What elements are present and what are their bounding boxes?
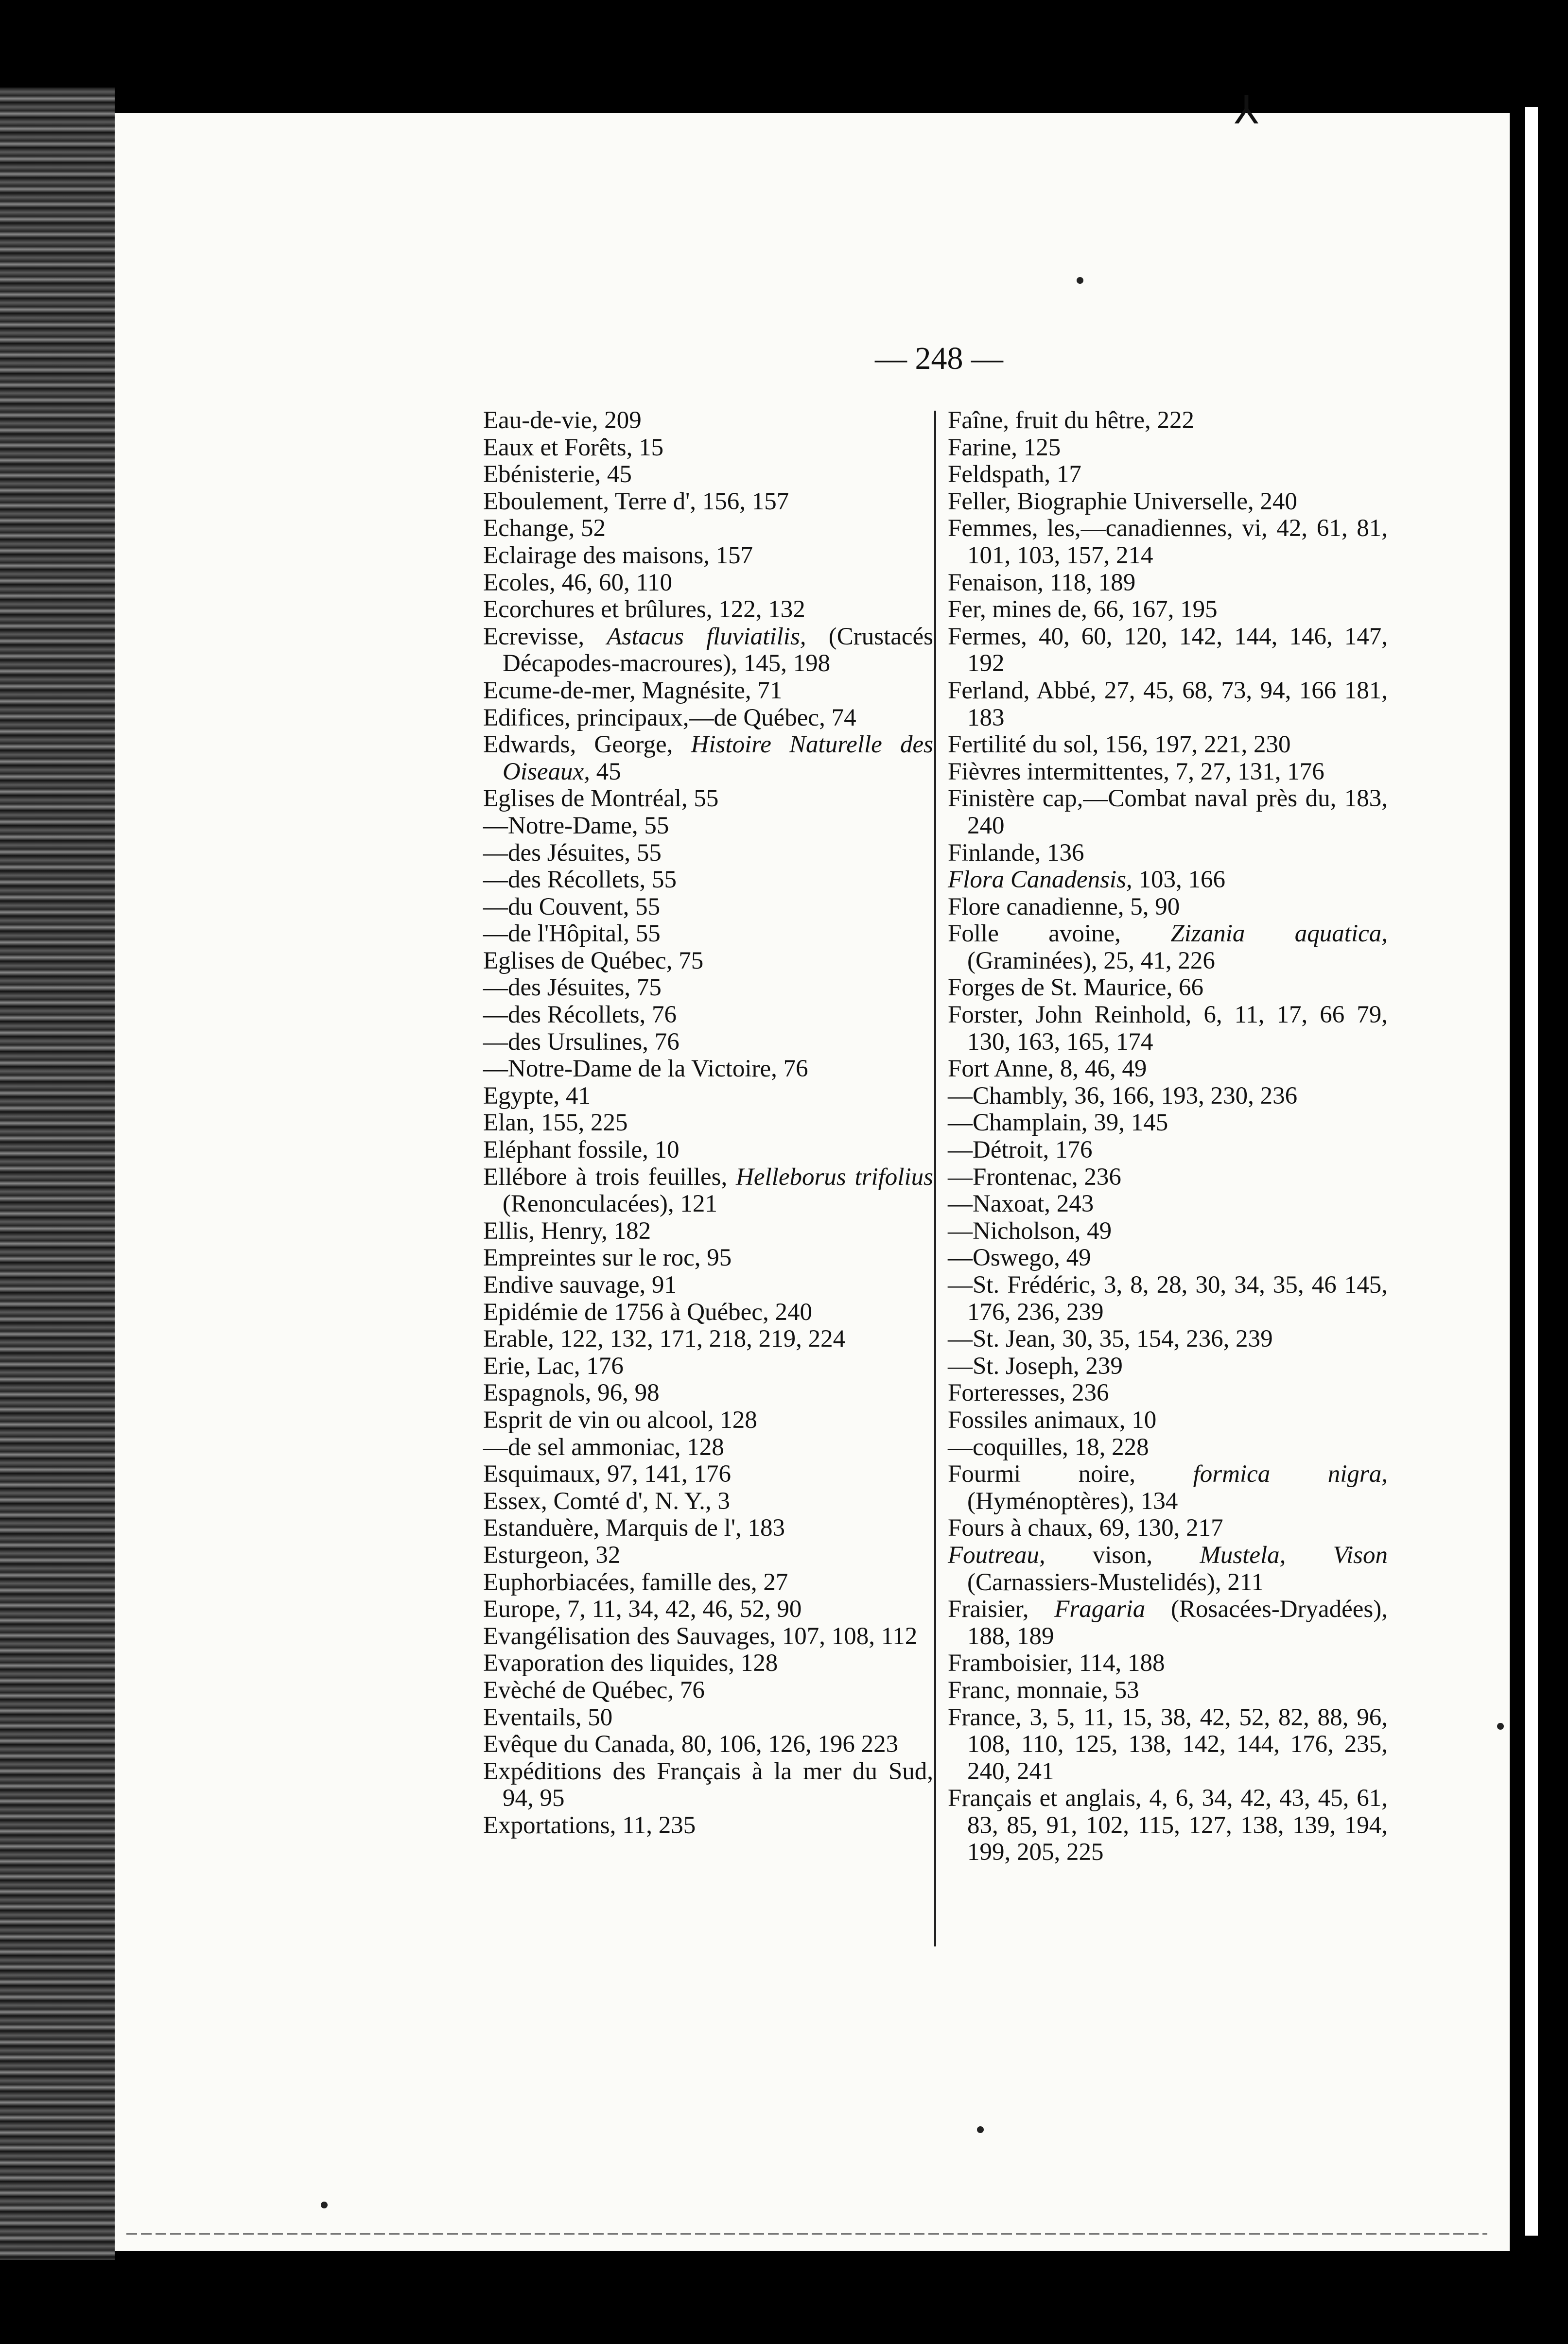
index-entry [483,434,933,462]
index-entry-italic: formica nigra, [1193,1460,1388,1488]
index-entry-text: Ecume-de-mer, Magnésite, 71 [483,677,783,704]
index-entry-text: —Oswego, 49 [948,1244,1091,1272]
index-entry-text: Eglises de Québec, 75 [483,947,704,974]
index-entry [483,1299,933,1326]
index-right-column [948,407,1388,1866]
index-entry-text: Endive sauvage, 91 [483,1271,677,1299]
index-entry-text: —Notre-Dame, 55 [483,812,669,839]
index-entry-text: —Notre-Dame de la Victoire, 76 [483,1055,808,1083]
index-entry-text: Echange, 52 [483,515,606,542]
index-entry [948,677,1388,731]
index-entry [948,434,1388,462]
index-entry [483,515,933,542]
index-entry-text: Espagnols, 96, 98 [483,1379,660,1407]
index-entry [483,1812,933,1840]
index-entry [483,840,933,867]
index-entry-text: Femmes, les,—canadiennes, vi, 42, 61, 81, 101, 103, 157, 214 [948,515,1388,569]
index-entry-italic: Flora Canadensis, [948,866,1132,894]
index-entry-text: —St. Jean, 30, 35, 154, 236, 239 [948,1325,1273,1353]
index-entry [948,1245,1388,1272]
corner-mark: ⅄ [1235,89,1258,132]
index-entry [483,894,933,921]
ink-speck [321,2202,328,2208]
index-entry [483,948,933,975]
index-entry-text: Folle avoine, [948,920,1171,948]
index-entry-text: (Renonculacées), 121 [503,1190,717,1218]
index-entry-text: —des Jésuites, 55 [483,839,662,867]
index-entry [948,1596,1388,1650]
index-entry-text: Français et anglais, 4, 6, 34, 42, 43, 45, 61, 83, 85, 91, 102, 115, 127, 138, 139, 194, 199, 205, 225 [948,1785,1388,1866]
index-entry-italic: Foutreau, [948,1541,1045,1569]
index-entry-text: Fenaison, 118, 189 [948,569,1136,596]
index-entry-text: Evangélisation des Sauvages, 107, 108, 112 [483,1622,918,1650]
index-entry-text: Fer, mines de, 66, 167, 195 [948,596,1218,624]
index-entry-text: —Nicholson, 49 [948,1217,1112,1245]
index-entry-text: Fours à chaux, 69, 130, 217 [948,1514,1223,1542]
index-entry-text: Fraisier, [948,1596,1055,1623]
index-entry [948,488,1388,516]
index-entry [948,731,1388,759]
page-number: — 248 — [875,341,1003,376]
index-entry [948,1407,1388,1434]
index-entry [948,974,1388,1002]
index-entry [948,515,1388,569]
index-entry-text: Eglises de Montréal, 55 [483,785,719,813]
index-entry [948,759,1388,786]
index-entry [483,1002,933,1029]
index-entry [483,1704,933,1732]
index-entry [948,570,1388,597]
ink-speck [977,2126,984,2133]
index-entry [948,894,1388,921]
index-entry-italic: Astacus fluviatilis, [607,623,806,650]
index-entry-text: 103, 166 [1132,866,1225,894]
index-entry [948,1164,1388,1191]
index-entry [948,407,1388,434]
index-entry [948,1353,1388,1380]
index-entry-text: —Frontenac, 236 [948,1163,1121,1191]
index-entry-text: Fermes, 40, 60, 120, 142, 144, 146, 147, 192 [948,623,1388,677]
index-entry-text: Fièvres intermittentes, 7, 27, 131, 176 [948,758,1324,785]
index-entry-text: —des Récollets, 76 [483,1001,677,1029]
index-entry-text: Forteresses, 236 [948,1379,1109,1407]
index-left-column [483,407,933,1839]
index-entry-text: Ecrevisse, [483,623,607,650]
index-entry-text: Ferland, Abbé, 27, 45, 68, 73, 94, 166 181, 183 [948,677,1388,731]
index-entry [483,1488,933,1515]
index-entry [483,542,933,570]
index-entry [483,624,933,677]
index-entry-text: Exportations, 11, 235 [483,1811,696,1839]
index-entry [483,731,933,785]
index-entry-text: (Rosacées-Dryadées), 188, 189 [967,1596,1388,1650]
index-entry-text: Franc, monnaie, 53 [948,1676,1139,1704]
index-entry [948,785,1388,839]
index-entry [948,624,1388,677]
index-entry-text: —de sel ammoniac, 128 [483,1433,724,1461]
index-entry-text: (Graminées), 25, 41, 226 [967,947,1215,974]
scan-edge [1525,107,1538,2236]
index-entry [483,785,933,813]
index-entry [948,1380,1388,1407]
index-entry-text: Estanduère, Marquis de l', 183 [483,1514,785,1542]
index-entry-text: Eboulement, Terre d', 156, 157 [483,487,789,515]
index-entry [483,1326,933,1353]
index-entry-text: Feldspath, 17 [948,461,1081,488]
index-entry [948,1056,1388,1083]
index-entry [483,488,933,516]
index-entry [948,1677,1388,1704]
index-entry-text: Erable, 122, 132, 171, 218, 219, 224 [483,1325,846,1353]
index-entry [948,1650,1388,1677]
index-entry-italic: Zizania aquatica, [1170,920,1388,948]
index-entry [948,1515,1388,1542]
index-entry [948,1191,1388,1218]
index-entry-text: Eau-de-vie, 209 [483,407,642,434]
index-entry-text: —Détroit, 176 [948,1136,1093,1164]
index-entry-text: —Naxoat, 243 [948,1190,1094,1218]
index-entry-text: Eaux et Forêts, 15 [483,434,664,461]
index-entry [483,920,933,948]
index-entry [483,1407,933,1434]
index-entry-text: Esquimaux, 97, 141, 176 [483,1460,731,1488]
index-entry [948,461,1388,488]
index-entry-text: 45 [590,758,621,785]
index-entry-text: Fourmi noire, [948,1460,1193,1488]
index-entry [483,1758,933,1812]
index-entry [483,1056,933,1083]
index-entry [483,1353,933,1380]
index-entry [948,1542,1388,1596]
column-divider [934,411,936,1946]
index-entry [483,1461,933,1488]
index-entry-text: Europe, 7, 11, 34, 42, 46, 52, 90 [483,1596,802,1623]
index-entry [483,1650,933,1677]
index-entry-text: —des Jésuites, 75 [483,974,662,1002]
index-entry-text: —St. Joseph, 239 [948,1352,1123,1380]
index-entry-text: Elan, 155, 225 [483,1109,628,1137]
ink-speck [1077,277,1083,284]
index-entry-text: Feller, Biographie Universelle, 240 [948,487,1297,515]
index-entry-text: —de l'Hôpital, 55 [483,920,661,948]
index-entry [483,1245,933,1272]
index-entry [483,1596,933,1623]
index-entry-text: Framboisier, 114, 188 [948,1649,1165,1677]
index-entry-text: (Hyménoptères), 134 [967,1487,1178,1515]
index-entry [483,1110,933,1137]
index-entry-text: Finlande, 136 [948,839,1084,867]
index-entry [483,867,933,894]
index-entry [483,1380,933,1407]
index-entry [483,813,933,840]
index-entry-text: Euphorbiacées, famille des, 27 [483,1568,788,1596]
index-entry-text: —des Récollets, 55 [483,866,677,894]
index-entry-text: Ecoles, 46, 60, 110 [483,569,673,596]
index-entry [483,1677,933,1704]
index-entry-text: Edifices, principaux,—de Québec, 74 [483,704,856,731]
index-entry [948,1434,1388,1461]
index-entry [948,1461,1388,1515]
index-entry [948,1326,1388,1353]
index-entry [483,705,933,732]
index-entry [483,1434,933,1461]
index-entry-text: Finistère cap,—Combat naval près du, 183, 240 [948,785,1388,839]
index-entry-text: Evêque du Canada, 80, 106, 126, 196 223 [483,1731,899,1758]
index-entry [948,867,1388,894]
index-entry-text: Erie, Lac, 176 [483,1352,624,1380]
index-entry-italic: Helleborus trifolius [736,1163,933,1191]
index-entry [948,1704,1388,1786]
index-entry-text: Evaporation des liquides, 128 [483,1649,778,1677]
index-entry-italic: Fragaria [1054,1596,1146,1623]
index-entry [483,570,933,597]
index-entry-text: —du Couvent, 55 [483,893,661,920]
index-entry-text: Eclairage des maisons, 157 [483,541,753,569]
index-entry-text: Essex, Comté d', N. Y., 3 [483,1487,730,1515]
index-entry-text: Epidémie de 1756 à Québec, 240 [483,1298,812,1326]
index-entry-text: Flore canadienne, 5, 90 [948,893,1180,920]
index-entry-text: Forges de St. Maurice, 66 [948,974,1203,1002]
index-entry [483,1164,933,1218]
index-entry [483,1731,933,1758]
index-entry-text: Ellis, Henry, 182 [483,1217,651,1245]
index-entry-text: Esturgeon, 32 [483,1541,621,1569]
index-entry-text: France, 3, 5, 11, 15, 38, 42, 52, 82, 88, 96, 108, 110, 125, 138, 142, 144, 176, 235, 240, 241 [948,1703,1388,1785]
index-entry [948,1083,1388,1110]
index-entry-text: —Champlain, 39, 145 [948,1109,1168,1137]
index-entry-text: Eléphant fossile, 10 [483,1136,679,1164]
index-entry [483,461,933,488]
index-entry [483,1272,933,1299]
index-entry [948,596,1388,624]
index-entry-text: Farine, 125 [948,434,1061,461]
index-entry-text: Eventails, 50 [483,1703,613,1731]
index-entry-text: Ecorchures et brûlures, 122, 132 [483,596,805,624]
index-entry-text: Faîne, fruit du hêtre, 222 [948,407,1195,434]
index-entry [483,1623,933,1650]
index-entry-text: Edwards, George, [483,731,691,759]
index-entry [483,677,933,705]
index-entry [948,1137,1388,1164]
ink-speck [1497,1723,1504,1730]
index-entry-text: Esprit de vin ou alcool, 128 [483,1406,757,1434]
index-entry [483,1569,933,1597]
index-entry-text: —des Ursulines, 76 [483,1028,679,1056]
index-entry-text: —St. Frédéric, 3, 8, 28, 30, 34, 35, 46 145, 176, 236, 239 [948,1271,1388,1326]
index-entry-text: Fertilité du sol, 156, 197, 221, 230 [948,731,1291,759]
index-entry [948,1218,1388,1245]
index-entry [483,407,933,434]
index-entry-italic: Mustela, Vison [1200,1541,1388,1569]
index-entry-text: Ebénisterie, 45 [483,461,632,488]
index-entry [483,974,933,1002]
scanned-book-spine [0,87,115,2260]
index-entry [483,1137,933,1164]
index-entry [948,920,1388,974]
index-entry [948,1110,1388,1137]
index-entry [483,1029,933,1056]
index-entry-text: (Carnassiers-Mustelidés), 211 [967,1568,1264,1596]
index-entry [483,1515,933,1542]
index-entry-text: —coquilles, 18, 228 [948,1433,1149,1461]
index-entry [483,1218,933,1245]
index-entry [948,1272,1388,1326]
index-entry-text: vison, [1045,1541,1200,1569]
index-entry-text: Expéditions des Français à la mer du Sud, 94, 95 [483,1757,933,1812]
index-entry-text: Forster, John Reinhold, 6, 11, 17, 66 79, 130, 163, 165, 174 [948,1001,1388,1056]
index-entry [483,1542,933,1569]
index-entry-text: Empreintes sur le roc, 95 [483,1244,732,1272]
scan-bottom-rule [126,2233,1487,2235]
index-entry-text: Ellébore à trois feuilles, [483,1163,736,1191]
index-entry [948,840,1388,867]
index-entry-text: Fossiles animaux, 10 [948,1406,1157,1434]
index-entry-text: Egypte, 41 [483,1082,591,1110]
index-entry-text: —Chambly, 36, 166, 193, 230, 236 [948,1082,1298,1110]
index-entry-text: (Crustacés Décapodes-macroures), 145, 198 [503,623,933,677]
index-entry-text: Fort Anne, 8, 46, 49 [948,1055,1147,1083]
index-entry-italic: Histoire Naturelle des Oiseaux, [503,731,933,785]
index-entry [948,1785,1388,1866]
index-entry [483,1083,933,1110]
index-entry [483,596,933,624]
index-entry-text: Evèché de Québec, 76 [483,1676,705,1704]
index-entry [948,1002,1388,1056]
